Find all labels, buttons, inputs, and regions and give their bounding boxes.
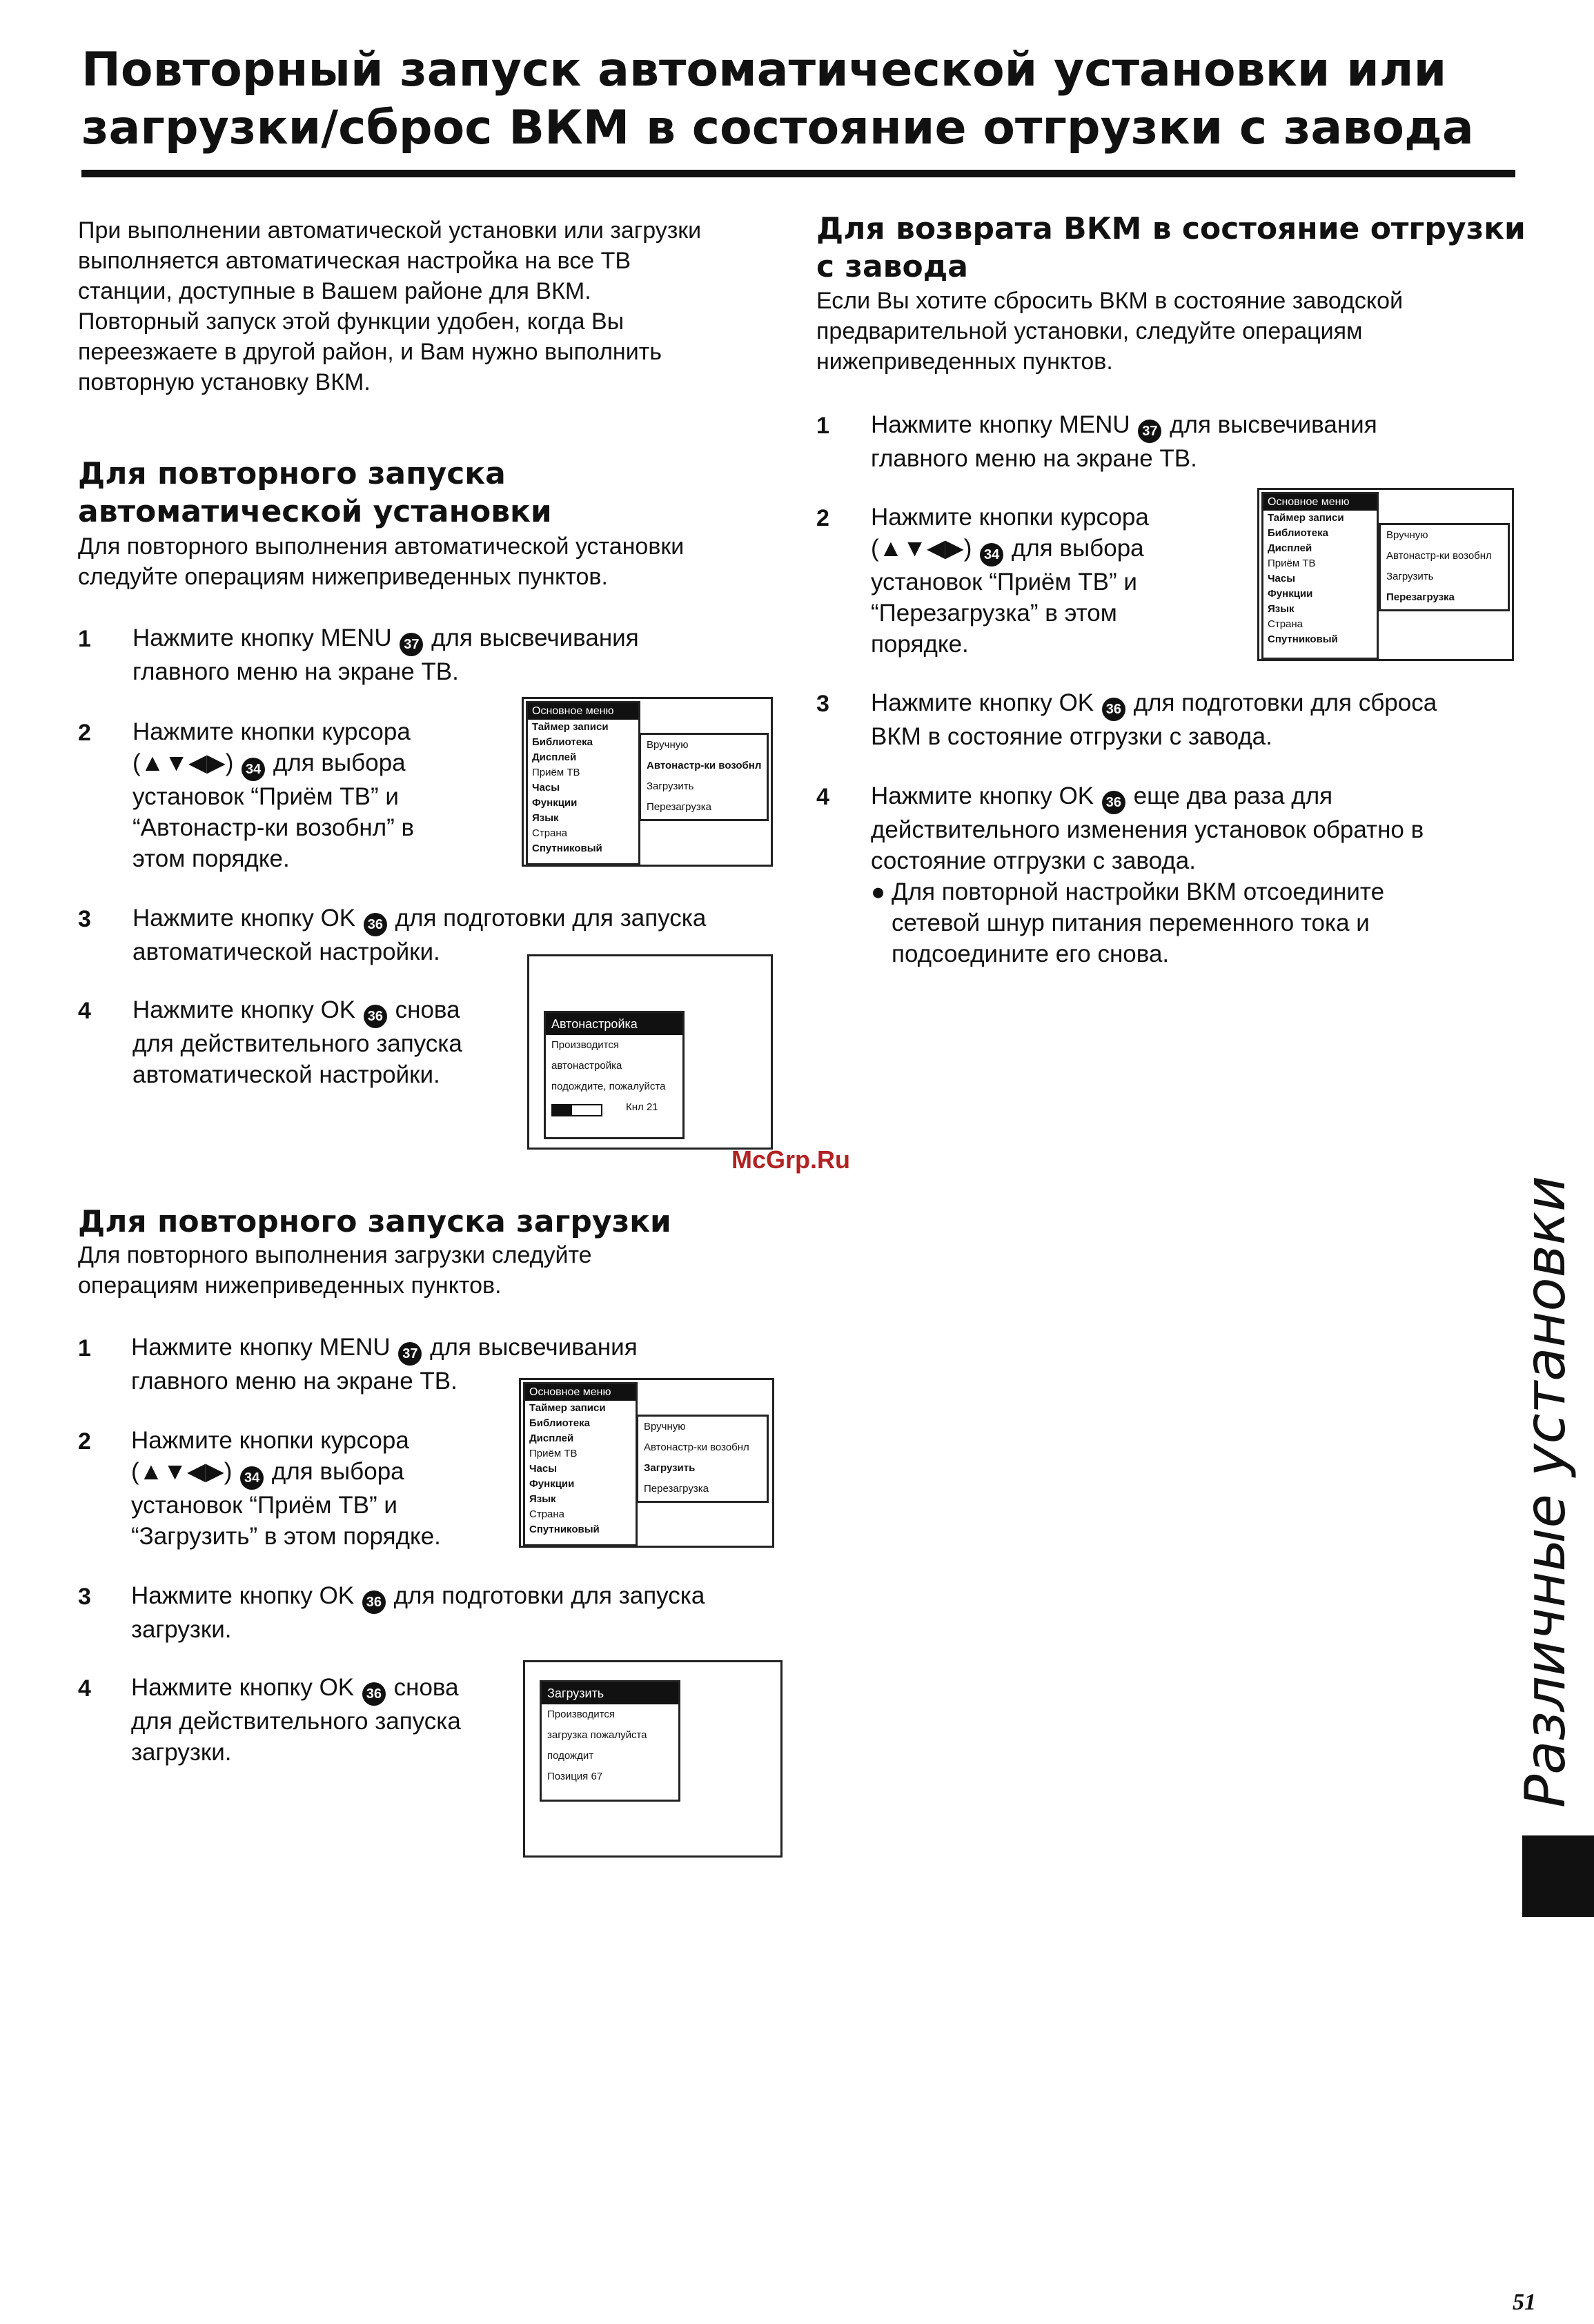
reset-step-4-number: 4 [816, 784, 829, 810]
auto-desc-line: Для повторного выполнения автоматической установки [78, 533, 685, 560]
ok-button-icon: 36 [362, 1682, 386, 1706]
step-text: еще два раза для [1133, 782, 1333, 809]
step-text: загрузки. [131, 1616, 232, 1643]
main-menu-panel [523, 1382, 638, 1546]
step-text: снова [393, 1674, 459, 1701]
load-dialog [540, 1680, 680, 1802]
step-text: “Автонастр-ки возобнл” в [132, 814, 415, 841]
step-text: “Перезагрузка” в этом [871, 600, 1117, 627]
step-text: Нажмите кнопку MENU [132, 624, 392, 651]
step-text: главного меню на экране ТВ. [131, 1368, 457, 1395]
submenu-item-selected: Перезагрузка [1386, 591, 1455, 603]
step-text: для высвечивания [1170, 411, 1377, 438]
tv-submenu-panel [1379, 523, 1510, 611]
step-text: Нажмите кнопку OK [871, 689, 1094, 716]
cursor-arrows: (▲▼◀▶) [131, 1458, 233, 1485]
menu-item: Дисплей [529, 1432, 574, 1444]
ok-button-icon: 36 [362, 1591, 386, 1614]
load-step-3-number: 3 [78, 1584, 91, 1610]
menu-item: Приём ТВ [529, 1448, 578, 1459]
load-desc-line: Для повторного выполнения загрузки следуйте [78, 1242, 592, 1268]
bullet-text: подсоедините его снова. [892, 941, 1170, 967]
intro-line: выполняется автоматическая настройка на все ТВ [78, 248, 631, 274]
reset-bullet [871, 876, 1526, 969]
main-menu-header: Основное меню [528, 703, 638, 720]
auto-desc-line: следуйте операциям нижеприведенных пунктов. [78, 564, 608, 590]
menu-item: Дисплей [1268, 542, 1312, 554]
channel-readout: Кнл 21 [626, 1101, 658, 1113]
page-number: 51 [1513, 2289, 1536, 2315]
auto-step-2-number: 2 [78, 720, 91, 746]
reset-step-2-number: 2 [816, 505, 829, 531]
progress-bar [551, 1104, 602, 1116]
step-text: для выбора [1011, 535, 1144, 562]
reset-step-2 [871, 502, 1257, 660]
step-text: автоматической настройки. [132, 938, 440, 965]
bullet-text: сетевой шнур питания переменного тока и [892, 909, 1370, 936]
step-text: снова [395, 996, 460, 1023]
auto-heading [78, 455, 809, 531]
page-title [81, 41, 1531, 157]
menu-item: Язык [529, 1493, 556, 1505]
load-dialog-header: Загрузить [542, 1682, 678, 1704]
step-text: Нажмите кнопку OK [132, 905, 356, 932]
tv-submenu-panel [636, 1415, 769, 1503]
auto-description [78, 531, 809, 592]
step-text: установок “Приём ТВ” и [132, 783, 399, 810]
step-text: Нажмите кнопки курсора [131, 1427, 409, 1454]
menu-item: Функции [532, 797, 578, 809]
step-text: для высвечивания [430, 1334, 638, 1361]
main-menu-panel [526, 701, 640, 865]
menu-item: Страна [529, 1508, 565, 1520]
step-text: Нажмите кнопки курсора [871, 504, 1149, 531]
dialog-line: загрузка пожалуйста [547, 1729, 647, 1741]
load-step-4 [131, 1672, 518, 1768]
menu-item: Таймер записи [1268, 512, 1344, 524]
menu-item: Таймер записи [532, 721, 609, 733]
load-step-1-number: 1 [78, 1335, 91, 1361]
reset-step-3 [871, 687, 1526, 752]
intro-line: При выполнении автоматической установки или загрузки [78, 217, 702, 244]
step-text: для действительного запуска [131, 1708, 461, 1735]
dialog-line: подождите, пожалуйста [551, 1081, 666, 1092]
position-readout: Позиция 67 [547, 1771, 603, 1782]
load-desc-line: операциям нижеприведенных пунктов. [78, 1272, 502, 1299]
load-step-4-number: 4 [78, 1675, 91, 1702]
cursor-button-icon: 34 [980, 543, 1003, 567]
menu-item: Спутниковый [529, 1524, 600, 1535]
reset-description [816, 286, 1527, 377]
menu-item: Часы [1268, 573, 1296, 584]
tv-submenu-panel [639, 733, 769, 821]
ok-button-icon: 36 [1102, 791, 1125, 814]
menu-item: Функции [529, 1478, 575, 1490]
cursor-arrows: (▲▼◀▶) [132, 749, 234, 776]
auto-step-4 [132, 994, 519, 1090]
step-text: для подготовки для сброса [1133, 689, 1437, 716]
submenu-item: Перезагрузка [644, 1483, 709, 1495]
reset-step-1-number: 1 [816, 413, 829, 439]
intro-line: станции, доступные в Вашем районе для ВКМ. [78, 278, 591, 304]
step-text: главного меню на экране ТВ. [871, 445, 1197, 472]
step-text: для выбора [273, 749, 406, 776]
step-text: автоматической настройки. [132, 1061, 440, 1088]
menu-item: Спутниковый [532, 843, 602, 854]
submenu-item: Загрузить [1386, 571, 1434, 582]
section-tab-marker [1522, 1835, 1594, 1917]
main-menu-header: Основное меню [1263, 494, 1377, 511]
progress-row [546, 1097, 682, 1118]
submenu-item: Вручную [644, 1421, 686, 1432]
step-text: Нажмите кнопку MENU [131, 1334, 391, 1361]
menu-button-icon: 37 [400, 633, 423, 656]
dialog-line: Производится [547, 1708, 615, 1720]
step-text: ВКМ в состояние отгрузки с завода. [871, 723, 1272, 750]
step-text: для подготовки для запуска [393, 1582, 705, 1609]
page-title-line1: Повторный запуск автоматической установки или [81, 43, 1447, 97]
menu-item: Часы [532, 782, 560, 794]
menu-button-icon: 37 [1138, 420, 1161, 443]
submenu-item: Вручную [1386, 529, 1428, 541]
dialog-line: Производится [551, 1039, 619, 1051]
menu-item: Язык [532, 812, 559, 824]
step-text: Нажмите кнопку OK [131, 1582, 355, 1609]
submenu-item-selected: Загрузить [644, 1462, 696, 1474]
progress-fill [553, 1105, 572, 1115]
watermark: McGrp.Ru [731, 1145, 851, 1174]
ok-button-icon: 36 [1102, 698, 1125, 721]
step-text: Нажмите кнопку OK [131, 1674, 355, 1701]
step-text: действительного изменения установок обратно в [871, 816, 1424, 843]
menu-item: Приём ТВ [1268, 558, 1316, 569]
section-side-label: Различные установки [1513, 1176, 1577, 1808]
step-text: “Загрузить” в этом порядке. [131, 1523, 441, 1550]
load-description [78, 1240, 809, 1301]
cursor-button-icon: 34 [240, 1466, 264, 1490]
step-text: для выбора [271, 1458, 404, 1485]
menu-item: Таймер записи [529, 1402, 606, 1414]
main-menu-header: Основное меню [525, 1384, 636, 1401]
cursor-arrows: (▲▼◀▶) [871, 535, 972, 562]
reset-heading-line1: Для возврата ВКМ в состояние отгрузки [816, 211, 1526, 246]
reset-step-4 [871, 780, 1526, 969]
submenu-item: Автонастр-ки возобнл [1386, 550, 1492, 562]
reset-desc-line: предварительной установки, следуйте операциям [816, 318, 1363, 344]
bullet-text: Для повторной настройки ВКМ отсоедините [892, 878, 1385, 905]
submenu-item: Автонастр-ки возобнл [644, 1441, 749, 1453]
step-text: для подготовки для запуска [395, 905, 707, 932]
step-text: загрузки. [131, 1739, 232, 1766]
reset-heading [816, 210, 1527, 286]
menu-item: Страна [532, 827, 568, 839]
intro-line: Повторный запуск этой функции удобен, когда Вы [78, 308, 624, 335]
reset-step-3-number: 3 [816, 691, 829, 717]
menu-item: Часы [529, 1463, 558, 1475]
reset-step-1 [871, 409, 1513, 474]
intro-line: переезжаете в другой район, и Вам нужно выполнить [78, 339, 662, 365]
autotune-dialog-header: Автонастройка [546, 1013, 682, 1035]
step-text: для действительного запуска [132, 1030, 462, 1057]
load-step-3 [131, 1580, 787, 1645]
dialog-line: автонастройка [551, 1060, 622, 1072]
auto-step-2 [132, 716, 519, 874]
auto-heading-line1: Для повторного запуска [78, 456, 506, 491]
submenu-item: Перезагрузка [647, 801, 711, 813]
auto-step-3-number: 3 [78, 906, 91, 932]
step-text: этом порядке. [132, 845, 290, 872]
step-text: установок “Приём ТВ” и [131, 1492, 397, 1519]
dialog-line: подождит [547, 1750, 594, 1762]
submenu-item-selected: Автонастр-ки возобнл [647, 760, 762, 771]
intro-line: повторную установку ВКМ. [78, 369, 371, 395]
menu-item: Приём ТВ [532, 767, 580, 778]
auto-heading-line2: автоматической установки [78, 494, 552, 529]
step-text: для высвечивания [431, 624, 639, 651]
menu-item: Язык [1268, 603, 1295, 615]
step-text: главного меню на экране ТВ. [132, 658, 459, 685]
reset-heading-line2: с завода [816, 249, 968, 284]
step-text: Нажмите кнопки курсора [132, 718, 411, 745]
title-rule [81, 170, 1515, 177]
load-heading: Для повторного запуска загрузки [78, 1204, 671, 1239]
menu-item: Страна [1268, 618, 1303, 630]
intro-paragraph [78, 215, 809, 397]
menu-item: Библиотека [1268, 527, 1328, 539]
main-menu-panel [1261, 492, 1379, 660]
ok-button-icon: 36 [364, 913, 387, 936]
step-text: Нажмите кнопку MENU [871, 411, 1130, 438]
reset-desc-line: нижеприведенных пунктов. [816, 348, 1113, 375]
cursor-button-icon: 34 [242, 758, 265, 781]
submenu-item: Загрузить [647, 780, 694, 792]
bullet-icon: ● [871, 878, 886, 905]
step-text: Нажмите кнопку OK [871, 782, 1094, 809]
menu-item: Функции [1268, 588, 1313, 600]
menu-item: Дисплей [532, 751, 577, 763]
autotune-dialog [544, 1011, 685, 1139]
menu-item: Библиотека [529, 1417, 590, 1429]
ok-button-icon: 36 [364, 1005, 387, 1028]
auto-step-1-number: 1 [78, 626, 91, 652]
load-step-2-number: 2 [78, 1428, 91, 1455]
menu-item: Спутниковый [1268, 633, 1338, 645]
reset-desc-line: Если Вы хотите сбросить ВКМ в состояние заводской [816, 288, 1404, 314]
page-title-line2: загрузки/сброс ВКМ в состояние отгрузки с завода [81, 101, 1474, 155]
auto-step-4-number: 4 [78, 998, 91, 1024]
step-text: установок “Приём ТВ” и [871, 569, 1137, 595]
submenu-item: Вручную [647, 739, 689, 751]
load-step-2 [131, 1425, 518, 1552]
step-text: порядке. [871, 631, 969, 658]
step-text: Нажмите кнопку OK [132, 996, 356, 1023]
step-text: состояние отгрузки с завода. [871, 847, 1196, 874]
menu-item: Библиотека [532, 736, 593, 748]
auto-step-1 [132, 622, 754, 687]
menu-button-icon: 37 [398, 1342, 422, 1366]
